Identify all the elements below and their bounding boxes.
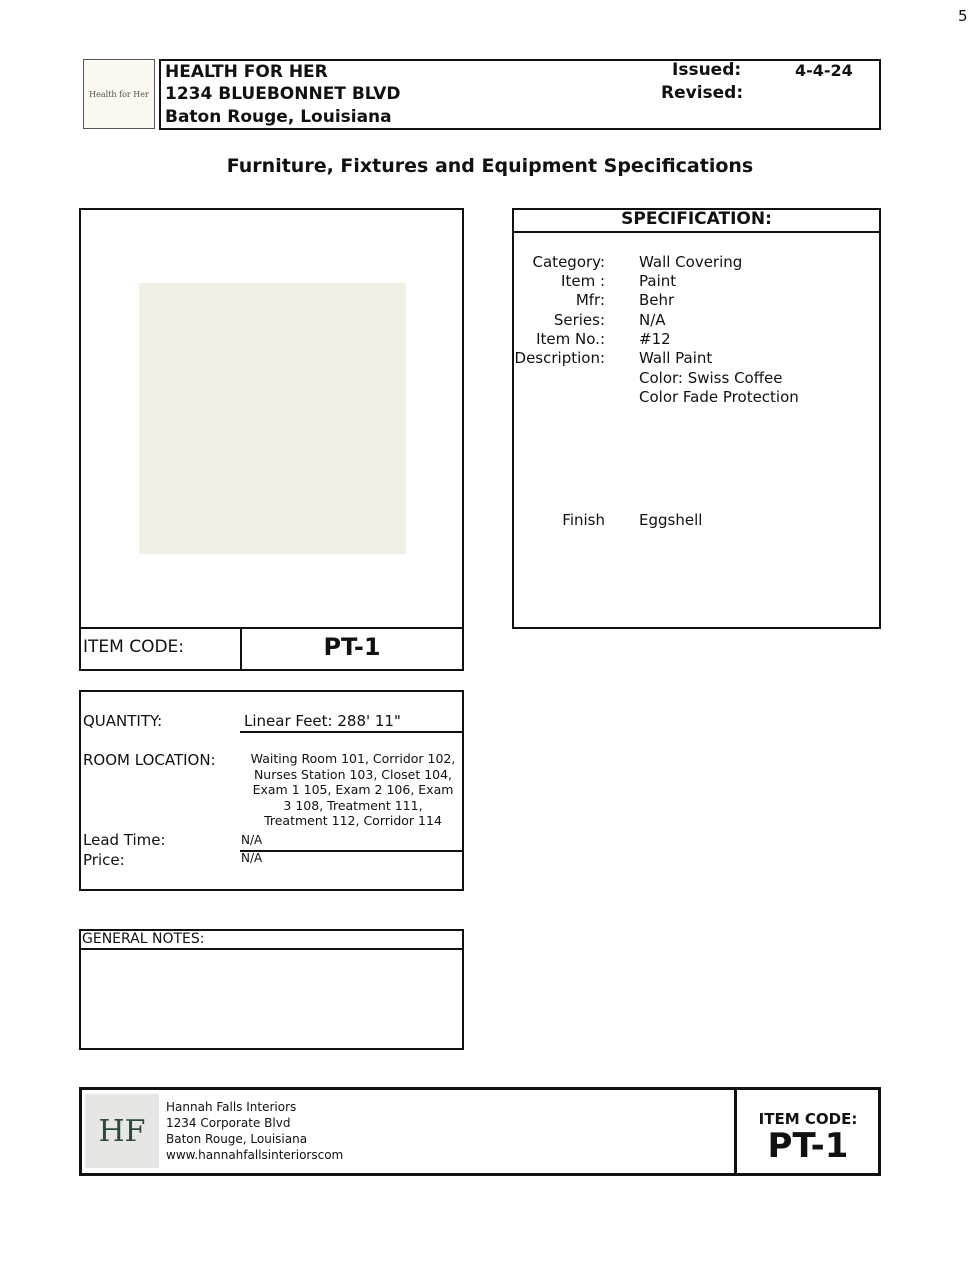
issued-label: Issued:	[672, 60, 742, 80]
spec-value-category: Wall Covering	[639, 253, 743, 271]
spec-label-category: Category:	[532, 253, 605, 271]
client-address-line1: 1234 BLUEBONNET BLVD	[165, 84, 401, 104]
client-name: HEALTH FOR HER	[165, 62, 328, 82]
client-logo: Health for Her	[83, 59, 155, 129]
header-box	[159, 59, 881, 130]
general-notes-divider	[79, 948, 464, 950]
firm-logo: HF	[85, 1094, 159, 1168]
item-code-label: ITEM CODE:	[83, 637, 185, 657]
quantity-value: Linear Feet: 288' 11"	[244, 712, 401, 730]
specification-title-divider	[512, 231, 881, 233]
price-value: N/A	[241, 851, 263, 865]
specification-title: SPECIFICATION:	[621, 209, 772, 229]
quantity-label: QUANTITY:	[83, 712, 163, 730]
quantity-underline	[240, 731, 462, 733]
spec-value-description: Wall Paint	[639, 349, 713, 367]
spec-label-series: Series:	[553, 311, 605, 329]
room-location-value: Waiting Room 101, Corridor 102, Nurses Station 103, Closet 104, Exam 1 105, Exam 2 106, Exam 3 108, Treatment 111, Treatment 112, Corridor 114	[250, 751, 456, 828]
firm-address-line1: 1234 Corporate Blvd	[166, 1116, 291, 1130]
client-address-line2: Baton Rouge, Louisiana	[165, 107, 392, 127]
firm-address-line2: Baton Rouge, Louisiana	[166, 1132, 308, 1146]
footer-item-code-label: ITEM CODE:	[758, 1110, 858, 1128]
paint-swatch	[139, 283, 406, 554]
lead-time-label: Lead Time:	[83, 831, 166, 849]
spec-label-item: Item :	[561, 272, 605, 290]
lead-time-value: N/A	[241, 833, 263, 847]
spec-value-mfr: Behr	[639, 291, 675, 309]
spec-label-item-no: Item No.:	[536, 330, 605, 348]
item-code-value: PT-1	[323, 633, 381, 661]
spec-label-mfr: Mfr:	[575, 291, 605, 309]
spec-value-item-no: #12	[639, 330, 671, 348]
firm-name: Hannah Falls Interiors	[166, 1100, 297, 1114]
spec-value-finish: Eggshell	[639, 511, 703, 529]
page-number: 5	[958, 7, 968, 25]
firm-website: www.hannahfallsinteriorscom	[166, 1148, 344, 1162]
spec-value-item: Paint	[639, 272, 677, 290]
issued-date: 4-4-24	[795, 61, 853, 80]
spec-value-fade-protection: Color Fade Protection	[639, 388, 799, 406]
document-title: Furniture, Fixtures and Equipment Specifications	[226, 155, 754, 177]
footer-item-code-value: PT-1	[767, 1126, 849, 1166]
spec-label-description: Description:	[514, 349, 605, 367]
revised-label: Revised:	[661, 83, 744, 103]
price-label: Price:	[83, 851, 125, 869]
spec-label-finish: Finish	[562, 511, 605, 529]
spec-value-series: N/A	[639, 311, 666, 329]
room-location-label: ROOM LOCATION:	[83, 751, 216, 769]
spec-value-color: Color: Swiss Coffee	[639, 369, 783, 387]
lead-time-underline	[240, 850, 462, 852]
general-notes-label: GENERAL NOTES:	[82, 931, 205, 947]
